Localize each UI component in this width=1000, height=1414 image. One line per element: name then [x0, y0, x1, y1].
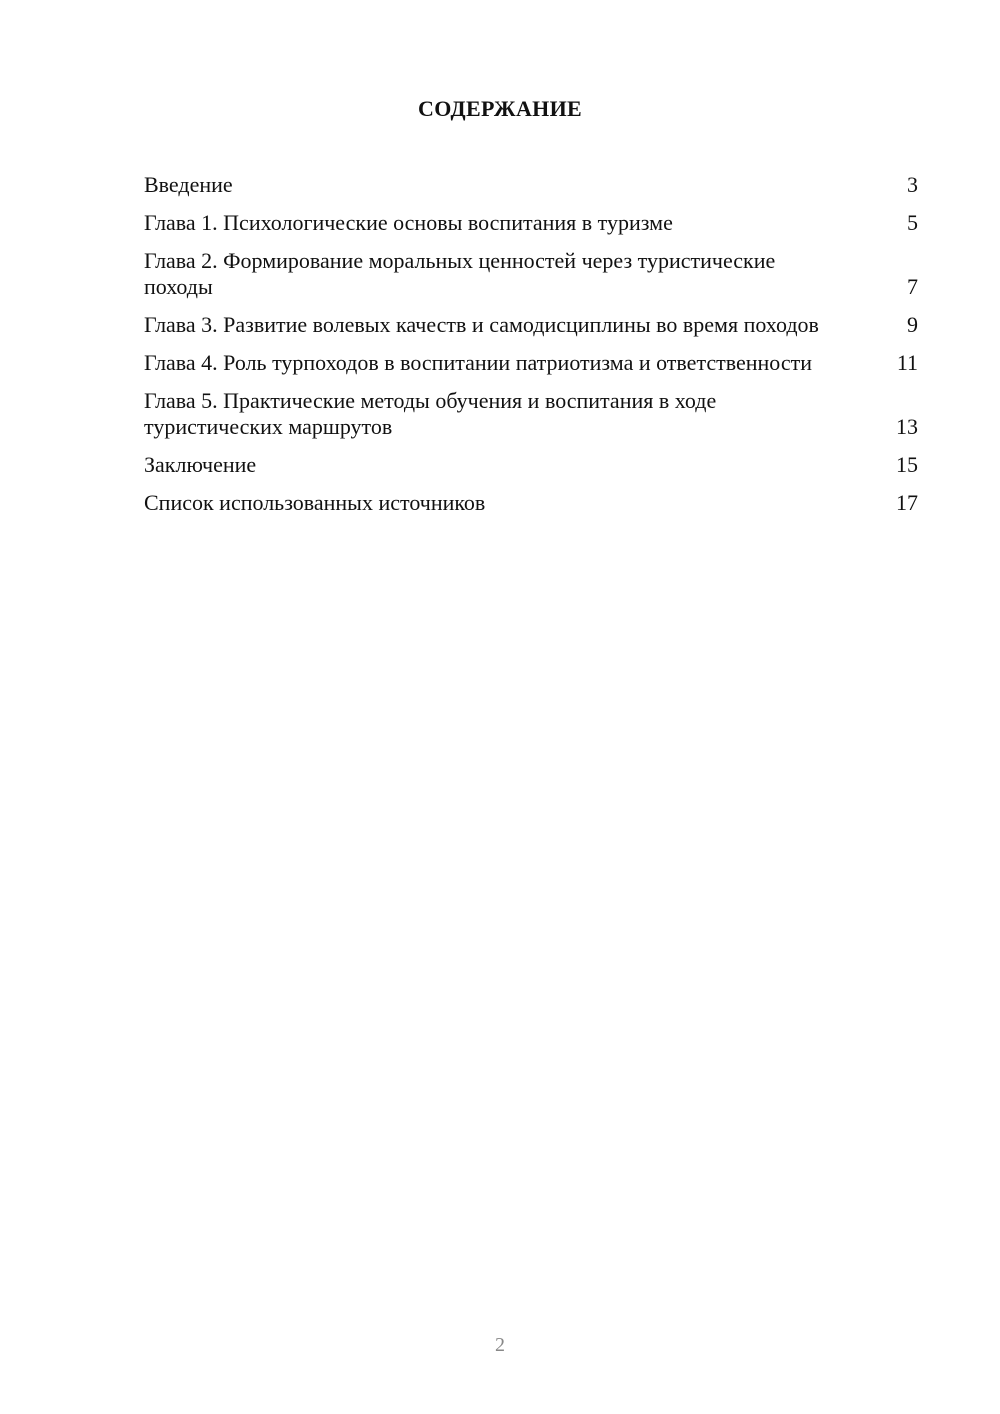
toc-item-page: 9: [907, 312, 918, 337]
toc-item-label: Глава 2. Формирование моральных ценностей через туристические походы: [144, 248, 776, 299]
toc-item-label: Глава 4. Роль турпоходов в воспитании патриотизма и ответственности: [144, 350, 812, 375]
toc-item-label: Список использованных источников: [144, 490, 486, 515]
toc-item-label: Глава 5. Практические методы обучения и воспитания в ходе туристических маршрутов: [144, 388, 717, 439]
toc-item-label: Заключение: [144, 452, 257, 477]
toc-item-label: Глава 1. Психологические основы воспитания в туризме: [144, 210, 673, 235]
toc-item-label: Введение: [144, 172, 233, 197]
toc-item-page: 7: [907, 274, 918, 299]
page-number: 2: [495, 1334, 505, 1356]
toc-item: [144, 388, 918, 440]
toc-item-page: 3: [907, 172, 918, 197]
toc-item: [144, 490, 918, 516]
toc-item-page: 13: [896, 414, 918, 439]
toc-item: [144, 350, 918, 376]
toc-item: [144, 312, 918, 338]
page-title: СОДЕРЖАНИЕ: [418, 96, 582, 121]
toc-item-page: 15: [896, 452, 918, 477]
toc-item-label: Глава 3. Развитие волевых качеств и самодисциплины во время походов: [144, 312, 819, 337]
table-of-contents: [144, 172, 918, 528]
toc-item: [144, 210, 918, 236]
toc-item: [144, 248, 918, 300]
toc-item: [144, 172, 918, 198]
toc-item-page: 5: [907, 210, 918, 235]
toc-item: [144, 452, 918, 478]
toc-item-page: 11: [896, 350, 918, 375]
toc-item-page: 17: [896, 490, 918, 515]
